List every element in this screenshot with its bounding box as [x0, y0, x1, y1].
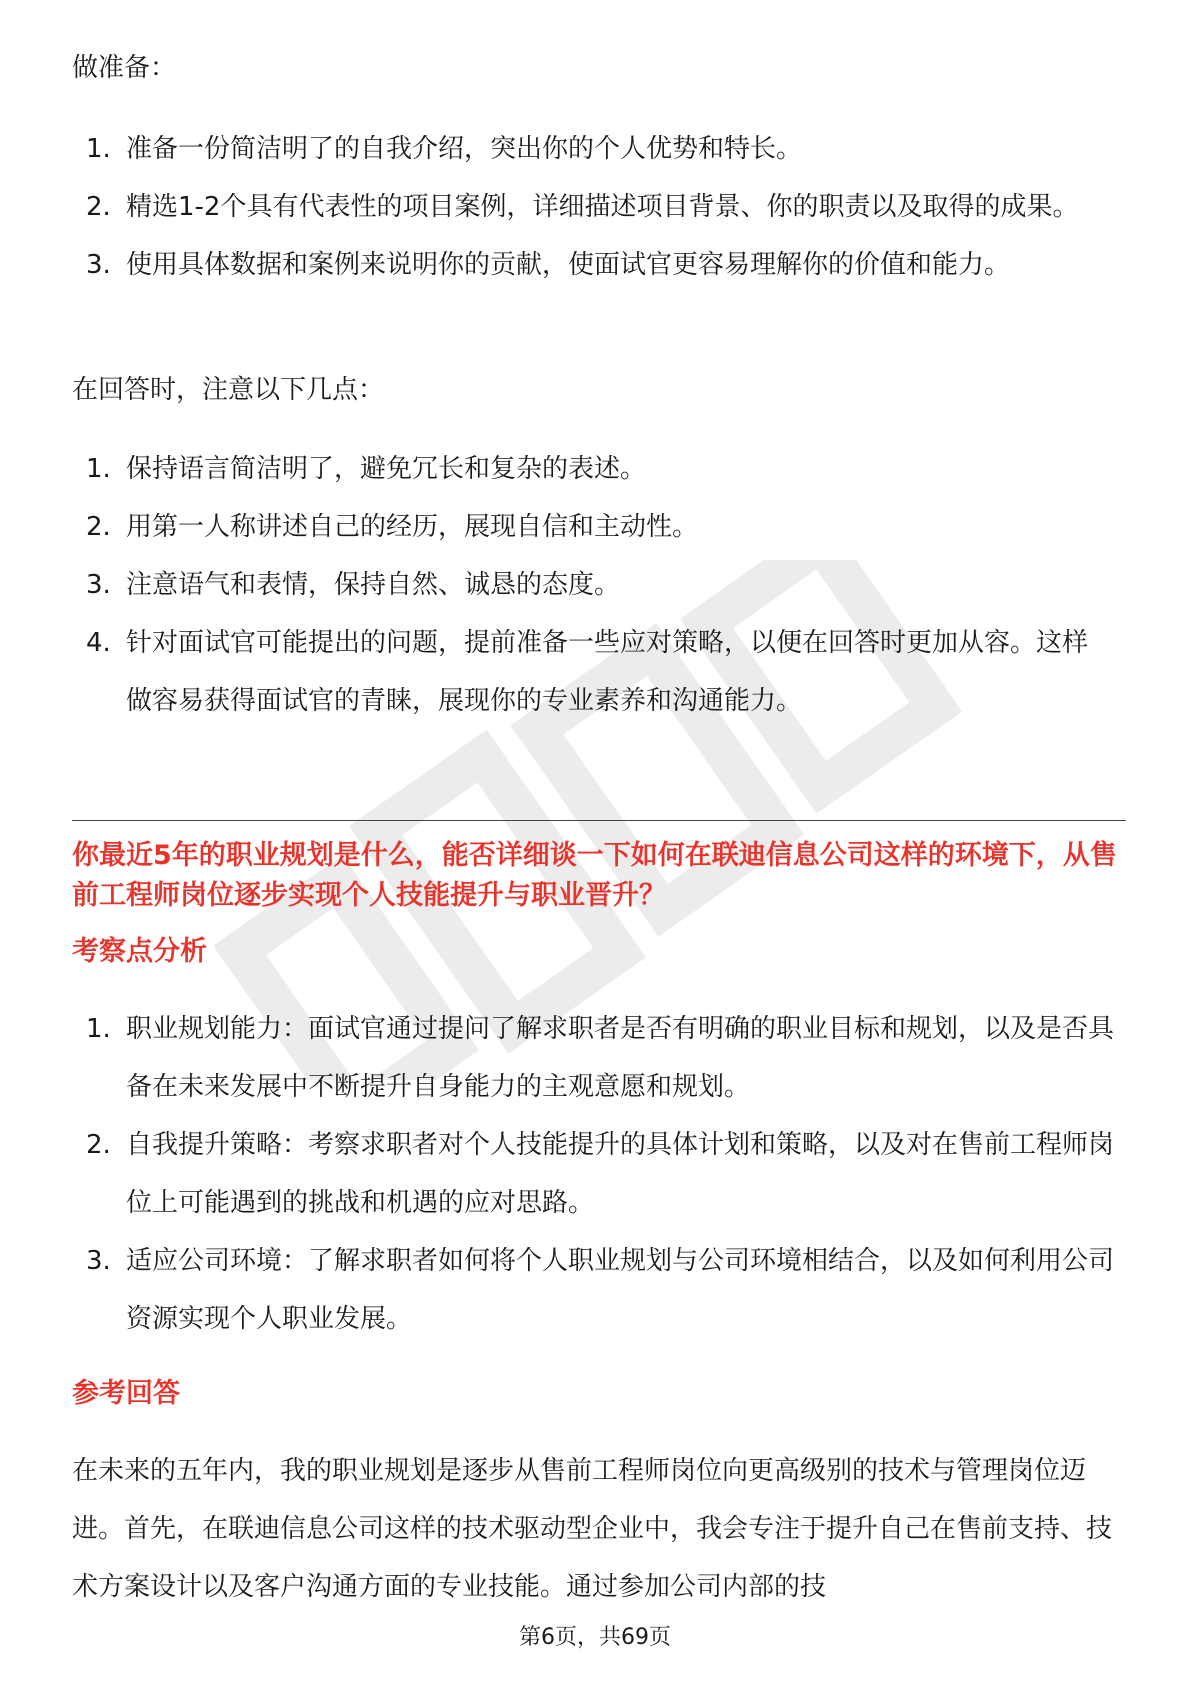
list-text: 使用具体数据和案例来说明你的贡献，使面试官更容易理解你的价值和能力。: [126, 250, 1011, 280]
list-item: [72, 178, 1126, 236]
list-text: 职业规划能力：面试官通过提问了解求职者是否有明确的职业目标和规划，以及是否具备在未来发展中不断提升自身能力的主观意愿和规划。: [126, 1014, 1115, 1102]
list-item: [72, 120, 1126, 178]
list-text: 准备一份简洁明了的自我介绍，突出你的个人优势和特长。: [126, 134, 803, 164]
list-number: 3.: [86, 1246, 111, 1276]
list-number: 4.: [86, 628, 111, 658]
list-number: 3.: [86, 570, 111, 600]
prep-intro: 做准备：: [72, 53, 177, 83]
list-text: 用第一人称讲述自己的经历，展现自信和主动性。: [126, 512, 699, 542]
list-text: 适应公司环境：了解求职者如何将个人职业规划与公司环境相结合，以及如何利用公司资源实现个人职业发展。: [126, 1246, 1115, 1334]
list-item: [72, 236, 1126, 294]
analysis-list: [72, 1000, 1126, 1348]
section-divider: [72, 820, 1126, 821]
list-item: [72, 614, 1126, 730]
list-text: 自我提升策略：考察求职者对个人技能提升的具体计划和策略，以及对在售前工程师岗位上可能遇到的挑战和机遇的应对思路。: [126, 1130, 1115, 1218]
list-text: 保持语言简洁明了，避免冗长和复杂的表述。: [126, 454, 647, 484]
list-number: 2.: [86, 512, 111, 542]
list-text: 精选1-2个具有代表性的项目案例，详细描述项目背景、你的职责以及取得的成果。: [126, 192, 1079, 222]
list-item: [72, 1232, 1126, 1348]
list-item: [72, 498, 1126, 556]
list-number: 1.: [86, 454, 111, 484]
notice-list: [72, 440, 1126, 730]
list-number: 2.: [86, 1130, 111, 1160]
list-number: 1.: [86, 1014, 111, 1044]
list-number: 2.: [86, 192, 111, 222]
list-item: [72, 556, 1126, 614]
answer-heading: 参考回答: [72, 1378, 180, 1409]
list-number: 3.: [86, 250, 111, 280]
list-item: [72, 440, 1126, 498]
list-item: [72, 1116, 1126, 1232]
list-text: 针对面试官可能提出的问题，提前准备一些应对策略，以便在回答时更加从容。这样做容易获得面试官的青睐，展现你的专业素养和沟通能力。: [126, 628, 1089, 716]
list-item: [72, 1000, 1126, 1116]
prep-list: [72, 120, 1126, 294]
answer-paragraph: 在未来的五年内，我的职业规划是逐步从售前工程师岗位向更高级别的技术与管理岗位迈进。首先，在联迪信息公司这样的技术驱动型企业中，我会专注于提升自己在售前支持、技术方案设计以及客户沟通方面的专业技能。通过参加公司内部的技: [72, 1456, 1113, 1602]
page-footer: 第6页，共69页: [519, 1625, 671, 1650]
analysis-heading: 考察点分析: [72, 936, 207, 967]
list-text: 注意语气和表情，保持自然、诚恳的态度。: [126, 570, 621, 600]
list-number: 1.: [86, 134, 111, 164]
question-heading: 你最近5年的职业规划是什么，能否详细谈一下如何在联迪信息公司这样的环境下，从售前工程师岗位逐步实现个人技能提升与职业晋升？: [72, 840, 1117, 911]
notice-intro: 在回答时，注意以下几点：: [72, 375, 385, 405]
